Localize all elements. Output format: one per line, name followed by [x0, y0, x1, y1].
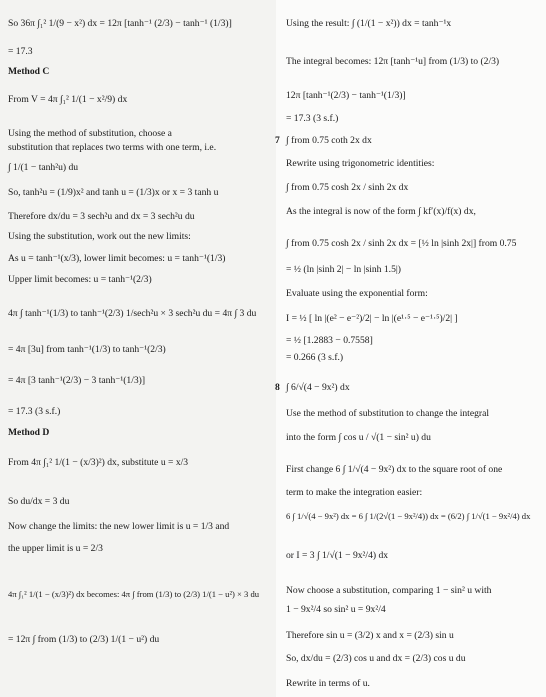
- line-right-21: or I = 3 ∫ 1/√(1 − 9x²/4) dx: [286, 550, 389, 561]
- line-right-13: = ½ [1.2883 − 0.7558]: [286, 335, 373, 346]
- line-left-4: From V = 4π ∫₁² 1/(1 − x²/9) dx: [8, 94, 128, 105]
- line-left-10: Using the substitution, work out the new limits:: [8, 231, 191, 242]
- line-right-19: term to make the integration easier:: [286, 487, 423, 498]
- line-right-10: = ½ (ln |sinh 2| − ln |sinh 1.5|): [286, 264, 401, 275]
- line-left-2: = 17.3: [8, 46, 33, 57]
- line-left-12: Upper limit becomes: u = tanh⁻¹(2/3): [8, 274, 152, 285]
- line-right-22: Now choose a substitution, comparing 1 − sin² u with: [286, 585, 492, 596]
- line-left-13: 4π ∫ tanh⁻¹(1/3) to tanh⁻¹(2/3) 1/sech²u × 3 sech²u du = 4π ∫ 3 du: [8, 308, 257, 319]
- heading-method-d: Method D: [8, 427, 50, 438]
- line-right-16: Use the method of substitution to change the integral: [286, 408, 490, 419]
- question-7-number: 7: [275, 135, 280, 146]
- line-left-8: So, tanh²u = (1/9)x² and tanh u = (1/3)x or x = 3 tanh u: [8, 187, 219, 198]
- line-right-7: ∫ from 0.75 cosh 2x / sinh 2x dx: [286, 182, 409, 193]
- question-8-number: 8: [275, 382, 280, 393]
- line-right-4: = 17.3 (3 s.f.): [286, 113, 339, 124]
- line-left-16: = 17.3 (3 s.f.): [8, 406, 61, 417]
- line-left-1: So 36π ∫₁² 1/(9 − x²) dx = 12π [tanh⁻¹ (2/3) − tanh⁻¹ (1/3)]: [8, 18, 232, 29]
- line-right-11: Evaluate using the exponential form:: [286, 288, 428, 299]
- line-right-1: Using the result: ∫ (1/(1 − x²)) dx = tanh⁻¹x: [286, 18, 452, 29]
- line-right-3: 12π [tanh⁻¹(2/3) − tanh⁻¹(1/3)]: [286, 90, 406, 101]
- line-right-8: As the integral is now of the form ∫ kf′(x)/f(x) dx,: [286, 206, 476, 217]
- line-left-18: From 4π ∫₁² 1/(1 − (x/3)²) dx, substitute u = x/3: [8, 457, 189, 468]
- line-left-9: Therefore dx/du = 3 sech²u and dx = 3 sech²u du: [8, 211, 195, 222]
- line-right-26: Rewrite in terms of u.: [286, 678, 370, 689]
- line-left-23: = 12π ∫ from (1/3) to (2/3) 1/(1 − u²) du: [8, 634, 160, 645]
- line-right-17: into the form ∫ cos u / √(1 − sin² u) du: [286, 432, 431, 443]
- line-right-12: I = ½ [ ln |(e² − e⁻²)/2| − ln |(e¹·⁵ − e⁻¹·⁵)/2| ]: [286, 313, 458, 324]
- question-8-integral: ∫ 6/√(4 − 9x²) dx: [286, 382, 350, 393]
- line-right-14: = 0.266 (3 s.f.): [286, 352, 344, 363]
- heading-method-c: Method C: [8, 66, 50, 77]
- line-right-23: 1 − 9x²/4 so sin² u = 9x²/4: [286, 604, 386, 615]
- line-left-6: substitution that replaces two terms with one term, i.e.: [8, 142, 217, 153]
- line-left-22: 4π ∫₁² 1/(1 − (x/3)²) dx becomes: 4π ∫ from (1/3) to (2/3) 1/(1 − u²) × 3 du: [8, 589, 260, 599]
- line-right-9: ∫ from 0.75 cosh 2x / sinh 2x dx = [½ ln |sinh 2x|] from 0.75: [286, 238, 517, 249]
- line-left-14: = 4π [3u] from tanh⁻¹(1/3) to tanh⁻¹(2/3): [8, 344, 166, 355]
- right-column: [276, 0, 546, 697]
- line-right-6: Rewrite using trigonometric identities:: [286, 158, 435, 169]
- line-left-7: ∫ 1/(1 − tanh²u) du: [8, 162, 79, 173]
- line-right-25: So, dx/du = (2/3) cos u and dx = (2/3) cos u du: [286, 653, 466, 664]
- line-left-19: So du/dx = 3 du: [8, 496, 70, 507]
- line-left-5: Using the method of substitution, choose a: [8, 128, 172, 139]
- line-left-21: the upper limit is u = 2/3: [8, 543, 103, 554]
- line-left-11: As u = tanh⁻¹(x/3), lower limit becomes: u = tanh⁻¹(1/3): [8, 253, 226, 264]
- line-right-20: 6 ∫ 1/√(4 − 9x²) dx = 6 ∫ 1/(2√(1 − 9x²/4)) dx = (6/2) ∫ 1/√(1 − 9x²/4) dx: [286, 511, 531, 521]
- line-right-2: The integral becomes: 12π [tanh⁻¹u] from (1/3) to (2/3): [286, 56, 500, 67]
- line-right-24: Therefore sin u = (3/2) x and x = (2/3) sin u: [286, 630, 454, 641]
- line-left-20: Now change the limits: the new lower limit is u = 1/3 and: [8, 521, 230, 532]
- line-left-15: = 4π [3 tanh⁻¹(2/3) − 3 tanh⁻¹(1/3)]: [8, 375, 146, 386]
- question-7-integral: ∫ from 0.75 coth 2x dx: [286, 135, 372, 146]
- line-right-18: First change 6 ∫ 1/√(4 − 9x²) dx to the square root of one: [286, 464, 503, 475]
